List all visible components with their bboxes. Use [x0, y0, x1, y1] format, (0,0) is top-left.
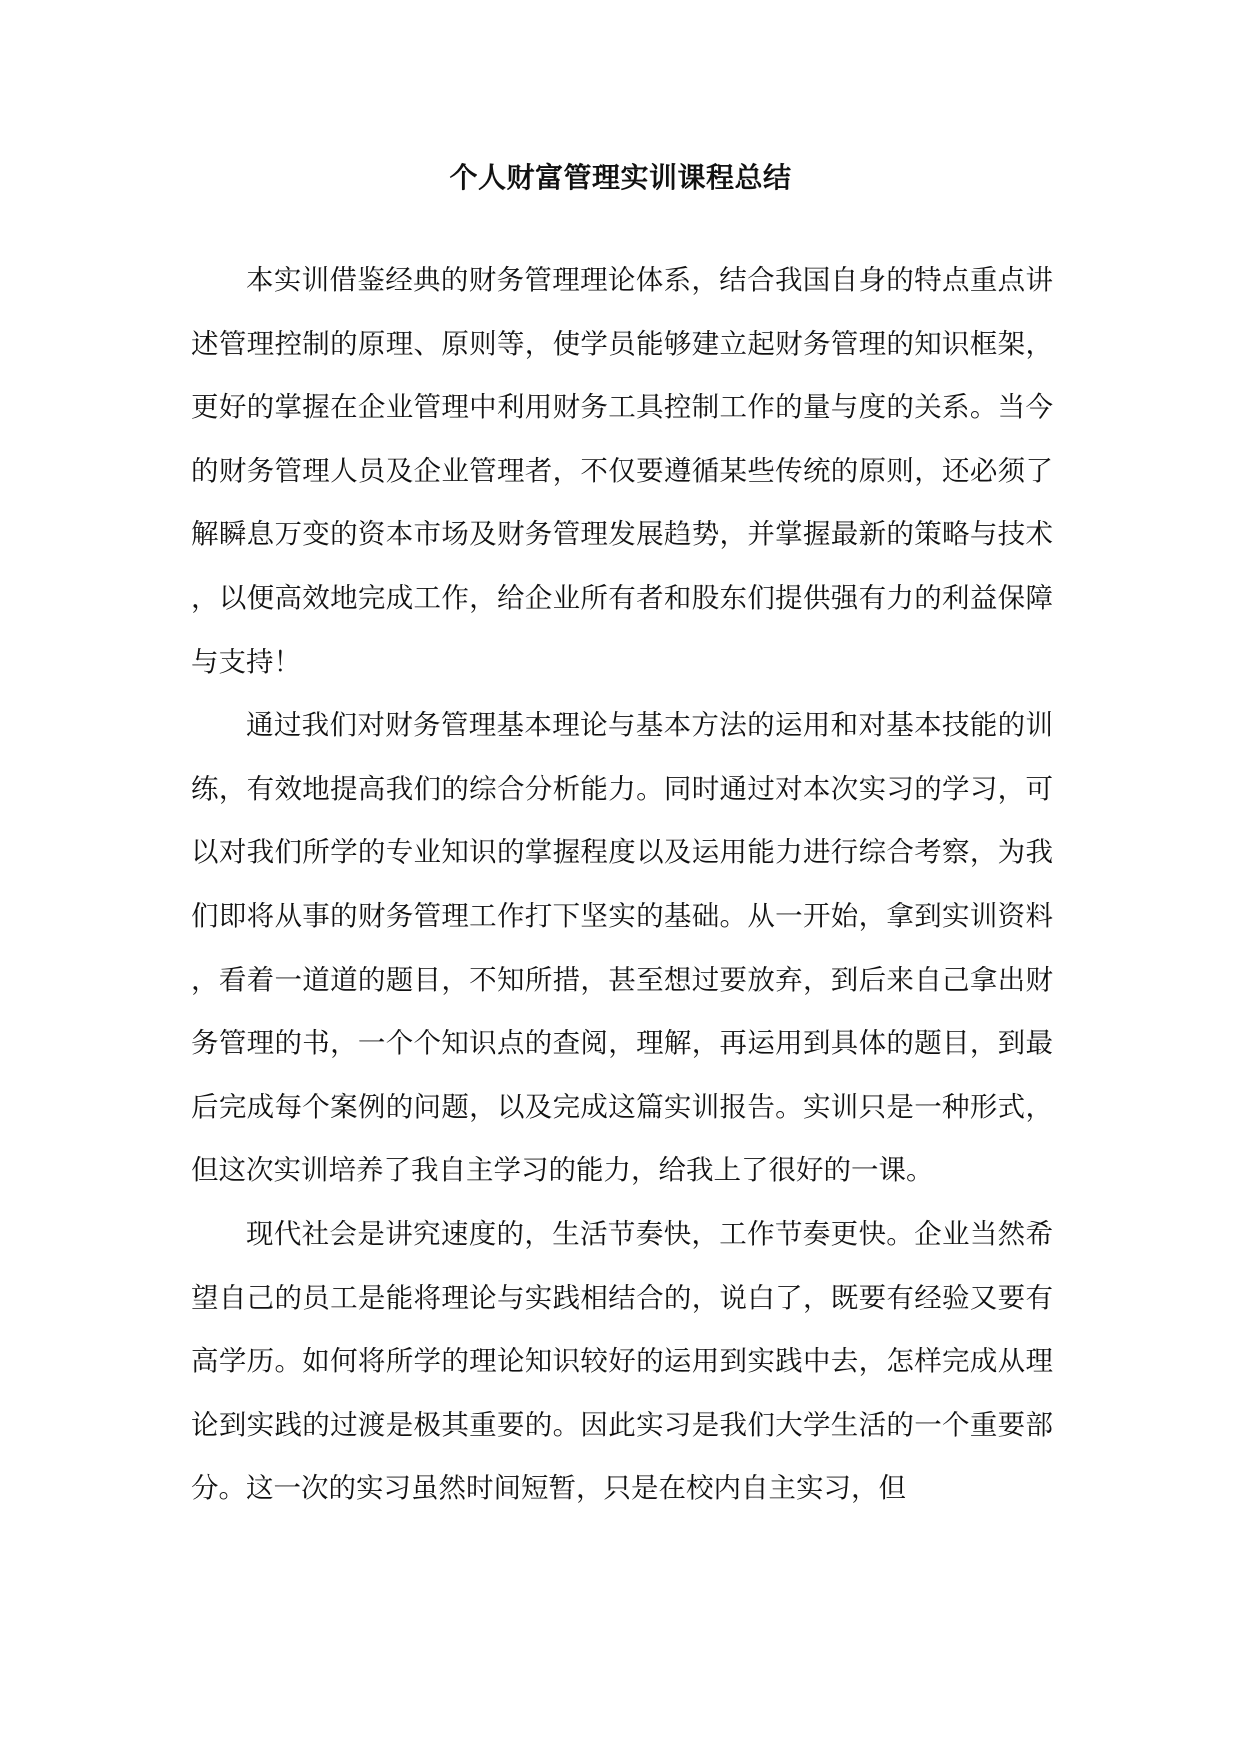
document-body [191, 249, 1053, 1521]
document-title: 个人财富管理实训课程总结 [449, 161, 792, 194]
paragraph-1: 本实训借鉴经典的财务管理理论体系，结合我国自身的特点重点讲述管理控制的原理、原则等，使学员能够建立起财务管理的知识框架，更好的掌握在企业管理中利用财务工具控制工作的量与度的关系。当今的财务管理人员及企业管理者，不仅要遵循某些传统的原则，还必须了解瞬息万变的资本市场及财务管理发展趋势，并掌握最新的策略与技术，以便高效地完成工作，给企业所有者和股东们提供强有力的利益保障与支持！ [191, 264, 1053, 678]
paragraph-3: 现代社会是讲究速度的，生活节奏快，工作节奏更快。企业当然希望自己的员工是能将理论与实践相结合的，说白了，既要有经验又要有高学历。如何将所学的理论知识较好的运用到实践中去，怎样完成从理论到实践的过渡是极其重要的。因此实习是我们大学生活的一个重要部分。这一次的实习虽然时间短暂，只是在校内自主实习，但 [191, 1217, 1053, 1505]
paragraph-2: 通过我们对财务管理基本理论与基本方法的运用和对基本技能的训练，有效地提高我们的综合分析能力。同时通过对本次实习的学习，可以对我们所学的专业知识的掌握程度以及运用能力进行综合考察，为我们即将从事的财务管理工作打下坚实的基础。从一开始，拿到实训资料，看着一道道的题目，不知所措，甚至想过要放弃，到后来自己拿出财务管理的书，一个个知识点的查阅，理解，再运用到具体的题目，到最后完成每个案例的问题，以及完成这篇实训报告。实训只是一种形式，但这次实训培养了我自主学习的能力，给我上了很好的一课。 [191, 709, 1053, 1187]
